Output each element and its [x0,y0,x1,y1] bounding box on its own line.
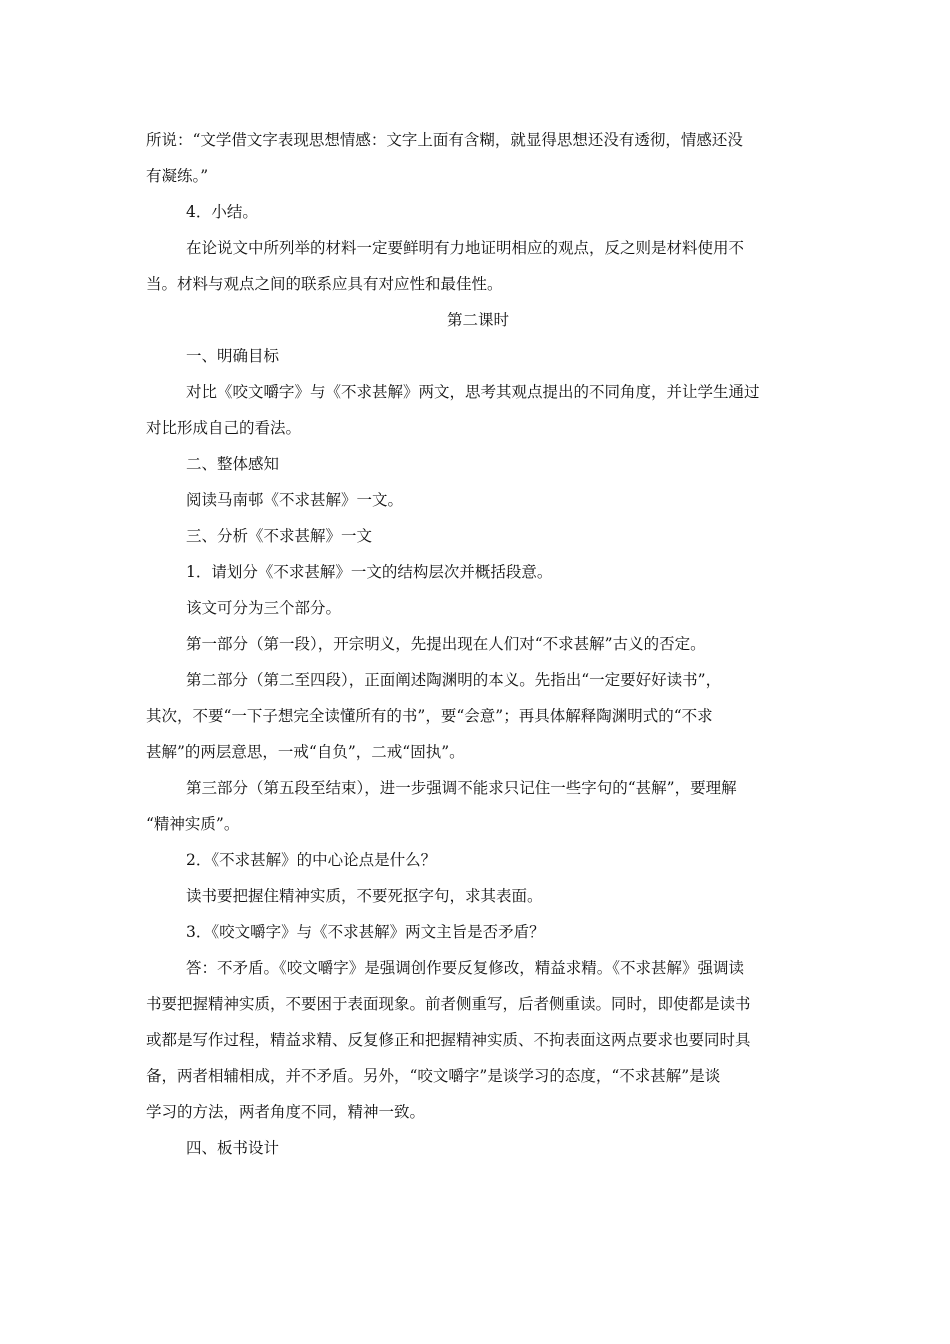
text-line: 其次，不要“一下子想完全读懂所有的书”，要“会意”；再具体解释陶渊明式的“不求 [146,707,713,725]
text-line: 对比形成自己的看法。 [146,419,302,437]
text-line: 备，两者相辅相成，并不矛盾。另外，“咬文嚼字”是谈学习的态度，“不求甚解”是谈 [146,1067,721,1085]
text-line: 或都是写作过程，精益求精、反复修正和把握精神实质、不拘表面这两点要求也要同时具 [146,1031,751,1049]
text-line: 二、整体感知 [186,455,280,473]
text-line: 该文可分为三个部分。 [186,599,342,617]
text-line: 第三部分（第五段至结束），进一步强调不能求只记住一些字句的“甚解”，要理解 [186,779,737,797]
text-line: 学习的方法，两者角度不同，精神一致。 [146,1103,426,1121]
section-heading: 第二课时 [446,311,509,329]
text-line: 三、分析《不求甚解》一文 [186,527,373,545]
text-line: 3．《咬文嚼字》与《不求甚解》两文主旨是否矛盾？ [186,923,545,941]
document-body [146,122,810,1166]
text-line: 阅读马南邨《不求甚解》一文。 [186,491,404,509]
text-line: 书要把握精神实质，不要困于表面现象。前者侧重写，后者侧重读。同时，即使都是读书 [146,995,751,1013]
text-line: 答：不矛盾。《咬文嚼字》是强调创作要反复修改，精益求精。《不求甚解》强调读 [186,959,745,977]
text-line: 第二部分（第二至四段），正面阐述陶渊明的本义。先指出“一定要好好读书”， [186,671,722,689]
text-line: 当。材料与观点之间的联系应具有对应性和最佳性。 [146,275,503,293]
text-line: 4．小结。 [186,203,258,221]
text-line: 所说：“文学借文字表现思想情感：文字上面有含糊，就显得思想还没有透彻，情感还没 [146,131,743,149]
text-line: 有凝练。” [146,167,209,185]
text-line: 对比《咬文嚼字》与《不求甚解》两文，思考其观点提出的不同角度，并让学生通过 [186,383,760,401]
text-line: “精神实质”。 [146,815,240,833]
text-line: 在论说文中所列举的材料一定要鲜明有力地证明相应的观点，反之则是材料使用不 [186,239,745,257]
text-line: 一、明确目标 [186,347,280,365]
text-line: 四、板书设计 [186,1139,280,1157]
text-line: 第一部分（第一段），开宗明义，先提出现在人们对“不求甚解”古义的否定。 [186,635,706,653]
text-line: 1．请划分《不求甚解》一文的结构层次并概括段意。 [186,563,553,581]
text-line: 甚解”的两层意思，一戒“自负”，二戒“固执”。 [146,743,465,761]
text-line: 2．《不求甚解》的中心论点是什么？ [186,851,437,869]
text-line: 读书要把握住精神实质，不要死抠字句，求其表面。 [186,887,543,905]
